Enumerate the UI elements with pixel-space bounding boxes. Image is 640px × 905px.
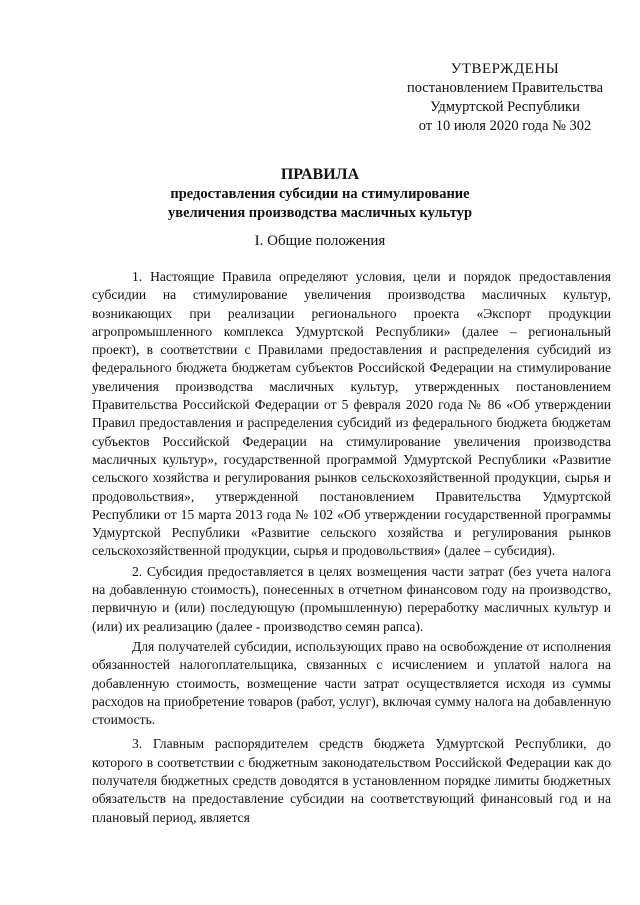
section-heading: I. Общие положения [254, 233, 386, 249]
document-title-block [0, 165, 640, 223]
paragraph-2-continuation: Для получателей субсидии, использующих право на освобождение от исполнения обязанностей налогоплательщика, связанных с исчислением и уплатой налога на добавленную стоимость, возмещение части затрат осуществляется исходя из суммы расходов на приобретение товаров (работ, услуг), включая сумму налога на добавленную стоимость. [92, 638, 611, 728]
approval-line: Удмуртской Республики [430, 99, 580, 115]
approval-line: постановлением Правительства [406, 80, 604, 96]
document-title: ПРАВИЛА [280, 166, 360, 183]
approval-line: от 10 июля 2020 года № 302 [418, 118, 592, 134]
document-subtitle: увеличения производства масличных культур [167, 205, 473, 221]
approval-title: УТВЕРЖДЕНЫ [450, 61, 560, 77]
paragraph-3: 3. Главным распорядителем средств бюджета Удмуртской Республики, до которого в соответствии с бюджетным законодательством Российской Федерации как до получателя бюджетных средств доводятся в установленном порядке лимиты бюджетных обязательств на предоставление субсидии на соответствующий финансовый год и на плановый период, является [92, 736, 611, 825]
approval-stamp [395, 60, 615, 136]
paragraph-1: 1. Настоящие Правила определяют условия, цели и порядок предоставления субсидии на стимулирование увеличения производства масличных культур, возникающих при реализации регионального проекта «Экспорт продукции агропромышленного комплекса Удмуртской Республики» (далее – региональный проект), в соответствии с Правилами предоставления и распределения субсидий из федерального бюджета бюджетам субъектов Российской Федерации на стимулирование увеличения производства масличных культур, утвержденных постановлением Правительства Российской Федерации от 5 февраля 2020 года № 86 «Об утверждении Правил предоставления и распределения субсидий из федерального бюджета бюджетам субъектов Российской Федерации на стимулирование увеличения производства масличных культур», государственной программой Удмуртской Республики «Развитие сельского хозяйства и регулирования рынков сельскохозяйственной продукции, сырья и продовольствия», утвержденной постановлением Правительства Удмуртской Республики от 15 марта 2013 года № 102 «Об утверждении государственной программы Удмуртской Республики «Развитие сельского хозяйства и регулирования рынков сельскохозяйственной продукции, сырья и продовольствия» (далее – субсидия). [92, 269, 611, 559]
document-body [92, 268, 611, 829]
document-subtitle: предоставления субсидии на стимулирование [170, 186, 470, 202]
paragraph-2: 2. Субсидия предоставляется в целях возмещения части затрат (без учета налога на добавленную стоимость), понесенных в отчетном финансовом году на производство, первичную и (или) последующую (промышленную) переработку масличных культур и (или) их реализацию (далее - производство семян рапса). [92, 563, 611, 634]
